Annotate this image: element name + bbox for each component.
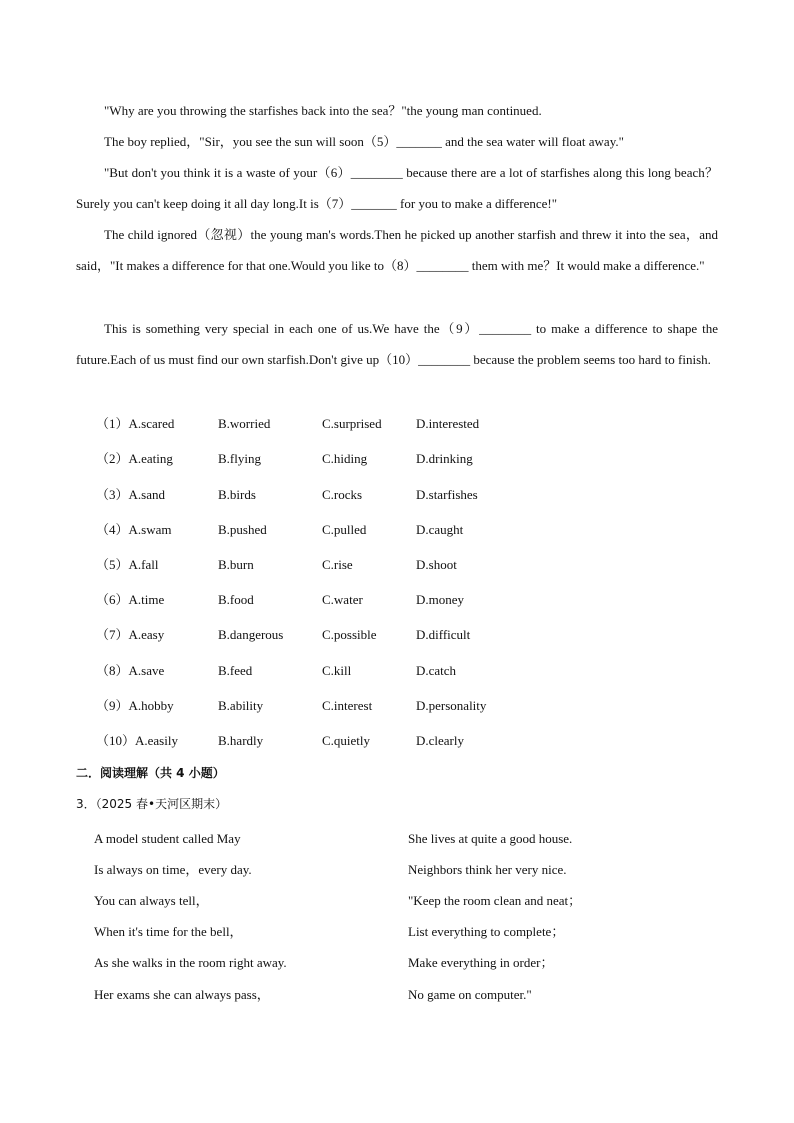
section-title: 二．阅读理解（共 4 小题）	[76, 766, 225, 780]
passage-paragraph-2: The boy replied，"Sir，you see the sun will soon（5）_______ and the sea water will float away."	[104, 134, 624, 149]
option-d: D.shoot	[416, 557, 457, 572]
option-c: C.rocks	[322, 487, 363, 502]
option-a: （4）A.swam	[96, 522, 172, 537]
option-a: （9）A.hobby	[96, 698, 174, 713]
option-b: B.feed	[218, 663, 253, 678]
option-b: B.ability	[218, 698, 264, 713]
option-c: C.surprised	[322, 416, 382, 431]
option-c: C.hiding	[322, 451, 368, 466]
option-b: B.worried	[218, 416, 271, 431]
poem-line-right: List everything to complete；	[408, 924, 565, 939]
option-c: C.water	[322, 592, 363, 607]
option-d: D.starfishes	[416, 487, 478, 502]
poem-line-left: Is always on time，every day.	[94, 862, 252, 877]
option-c: C.possible	[322, 627, 377, 642]
poem-line-right: Neighbors think her very nice.	[408, 862, 567, 877]
option-a: （2）A.eating	[96, 451, 173, 466]
option-b: B.hardly	[218, 733, 264, 748]
option-c: C.quietly	[322, 733, 371, 748]
passage-paragraph-4: The child ignored（忽视）the young man's words.Then he picked up another starfish and threw it into the sea，and said，"It makes a difference for that one.Would you like to（8）________ them with me？It would make a difference."	[76, 227, 718, 273]
option-b: B.pushed	[218, 522, 267, 537]
option-c: C.rise	[322, 557, 353, 572]
option-c: C.interest	[322, 698, 373, 713]
question-header: 3．（2025 春•天河区期末）	[76, 797, 228, 811]
passage-paragraph-3: "But don't you think it is a waste of your（6）________ because there are a lot of starfishes along this long beach？Surely you can't keep doing it all day long.It is（7）_______ for you to make a difference!"	[76, 165, 718, 211]
option-d: D.money	[416, 592, 465, 607]
option-d: D.difficult	[416, 627, 471, 642]
passage-paragraph-5: This is something very special in each one of us.We have the（9）________ to make a difference to shape the future.Each of us must find our own starfish.Don't give up（10）________ because the problem seems too hard to finish.	[76, 321, 718, 367]
passage-paragraph-1: "Why are you throwing the starfishes back into the sea？"the young man continued.	[104, 103, 542, 118]
option-d: D.drinking	[416, 451, 473, 466]
poem-line-right: "Keep the room clean and neat；	[408, 893, 582, 908]
poem-line-left: A model student called May	[94, 831, 241, 846]
option-a: （3）A.sand	[96, 487, 165, 502]
poem-line-right: No game on computer."	[408, 987, 532, 1002]
option-b: B.flying	[218, 451, 261, 466]
option-b: B.dangerous	[218, 627, 284, 642]
option-c: C.pulled	[322, 522, 367, 537]
poem-line-left: As she walks in the room right away.	[94, 955, 287, 970]
poem-line-right: Make everything in order；	[408, 955, 554, 970]
option-a: （5）A.fall	[96, 557, 159, 572]
option-a: （10）A.easily	[96, 733, 178, 748]
option-c: C.kill	[322, 663, 352, 678]
poem-line-left: When it's time for the bell，	[94, 924, 243, 939]
option-a: （6）A.time	[96, 592, 165, 607]
poem-line-right: She lives at quite a good house.	[408, 831, 573, 846]
option-d: D.clearly	[416, 733, 465, 748]
option-a: （1）A.scared	[96, 416, 175, 431]
option-b: B.food	[218, 592, 254, 607]
poem-line-left: Her exams she can always pass，	[94, 987, 270, 1002]
option-d: D.personality	[416, 698, 487, 713]
option-a: （7）A.easy	[96, 627, 165, 642]
option-b: B.birds	[218, 487, 256, 502]
option-d: D.catch	[416, 663, 457, 678]
option-b: B.burn	[218, 557, 254, 572]
poem-line-left: You can always tell，	[94, 893, 209, 908]
option-d: D.caught	[416, 522, 464, 537]
option-d: D.interested	[416, 416, 480, 431]
option-a: （8）A.save	[96, 663, 165, 678]
